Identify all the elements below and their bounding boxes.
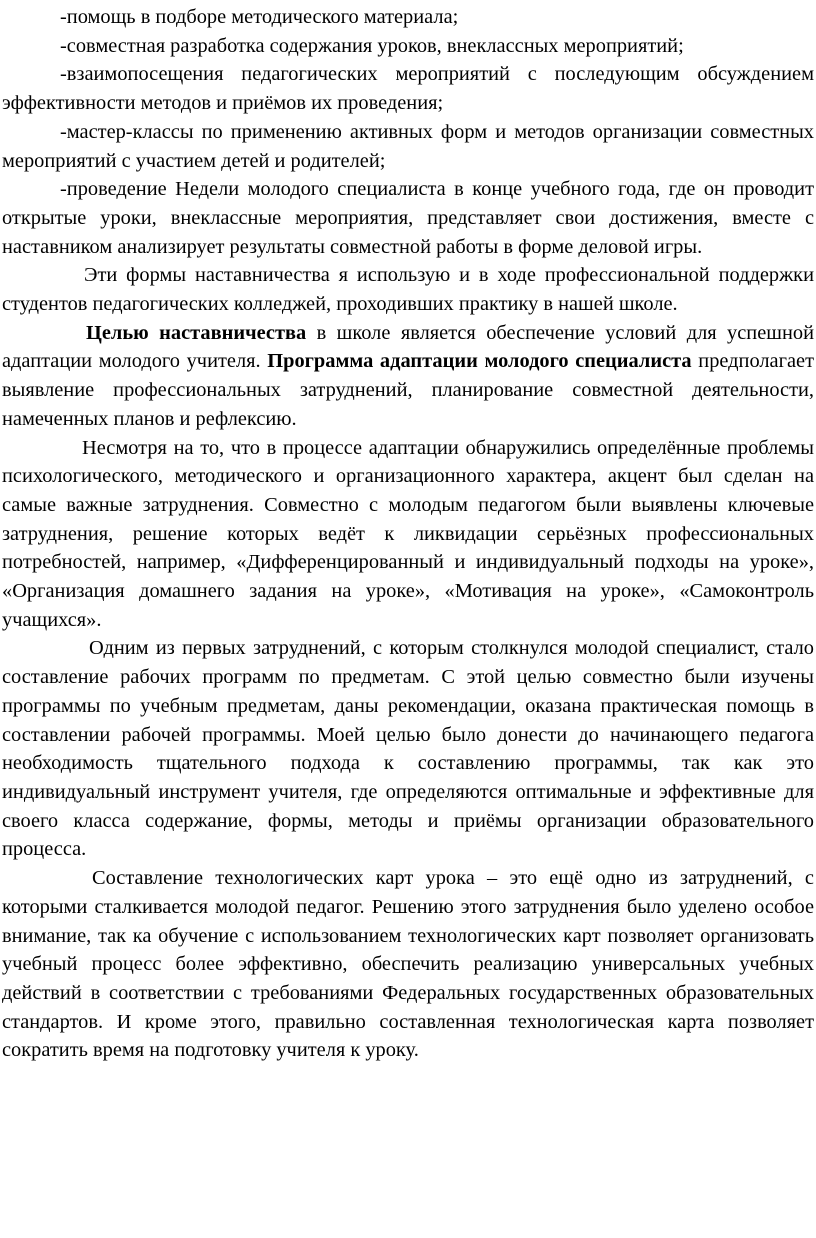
list-item-master-classes: -мастер-классы по применению активных форм и методов организации совместных мероприятий с участием детей и родителей;	[2, 120, 814, 172]
list-item-material-help: -помощь в подборе методического материала;	[60, 6, 459, 28]
paragraph-text: предполагает выявление профессиональных затруднений, планирование совместной деятельности, намеченных планов и рефлексию.	[2, 350, 814, 430]
list-item-young-specialist-week: -проведение Недели молодого специалиста в конце учебного года, где он проводит открытые уроки, внеклассные мероприятия, представляет свои достижения, вместе с наставником анализирует результаты совместной работы в форме деловой игры.	[2, 178, 814, 258]
bold-term-adaptation-program: Программа адаптации молодого специалиста	[267, 350, 692, 373]
paragraph-mentoring-goal	[2, 319, 814, 434]
bold-term-mentoring-goal: Целью наставничества	[86, 321, 307, 344]
paragraph-adaptation-problems: Несмотря на то, что в процессе адаптации обнаружились определённые проблемы психологического, методического и организационного характера, акцент был сделан на самые важные затруднения. Совместно с молодым педагогом были выявлены ключевые затруднения, решение которых ведёт к ликвидации серьёзных профессиональных потребностей, например, «Дифференцированный и индивидуальный подходы на уроке», «Организация домашнего задания на уроке», «Мотивация на уроке», «Самоконтроль учащихся».	[2, 436, 814, 631]
list-item-joint-development: -совместная разработка содержания уроков, внеклассных мероприятий;	[60, 34, 684, 57]
paragraph-mentoring-forms: Эти формы наставничества я использую и в ходе профессиональной поддержки студентов педагогических колледжей, проходивших практику в нашей школе.	[2, 264, 814, 316]
list-item-mutual-visits: -взаимопосещения педагогических мероприятий с последующим обсуждением эффективности методов и приёмов их проведения;	[2, 63, 814, 115]
paragraph-work-programs: Одним из первых затруднений, с которым столкнулся молодой специалист, стало составление рабочих программ по предметам. С этой целью совместно были изучены программы по учебным предметам, даны рекомендации, оказана практическая помощь в составлении рабочей программы. Моей целью было донести до начинающего педагога необходимость тщательного подхода к составлению программы, так как это индивидуальный инструмент учителя, где определяются оптимальные и эффективные для своего класса содержание, формы, методы и приёмы организации образовательного процесса.	[2, 637, 814, 861]
paragraph-technological-maps: Составление технологических карт урока – это ещё одно из затруднений, с которыми сталкивается молодой педагог. Решению этого затруднения было уделено особое внимание, так ка обучение с использованием технологических карт позволяет организовать учебный процесс более эффективно, обеспечить реализацию универсальных учебных действий в соответствии с требованиями Федеральных государственных образовательных стандартов. И кроме этого, правильно составленная технологическая карта позволяет сократить время на подготовку учителя к уроку.	[2, 867, 814, 1062]
paragraph-text: в школе является обеспечение условий для успешной адаптации молодого учителя.	[2, 321, 814, 373]
